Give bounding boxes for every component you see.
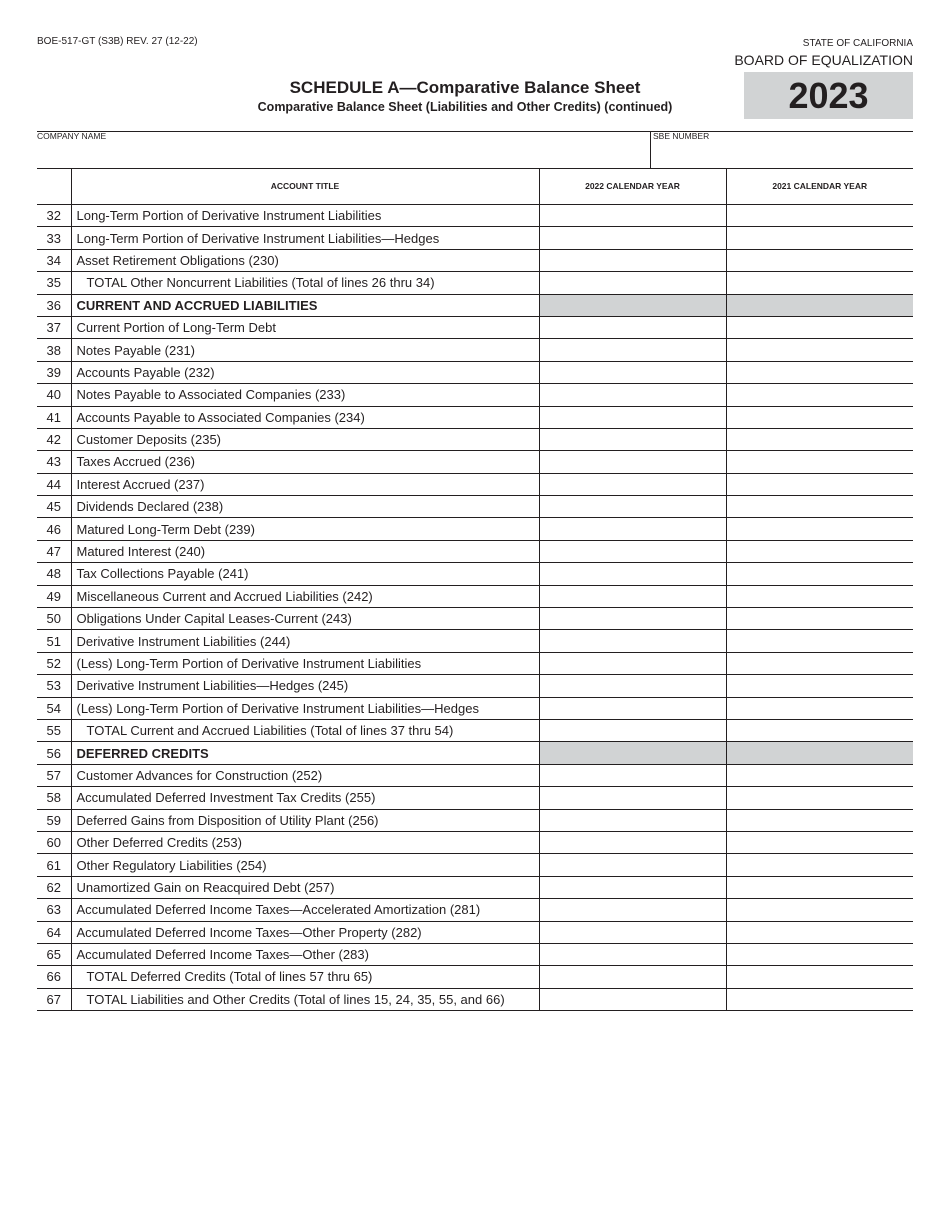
value-2022-cell[interactable] <box>539 809 726 831</box>
value-2022-cell[interactable] <box>539 205 726 227</box>
value-2022-cell[interactable] <box>539 787 726 809</box>
value-2021-cell[interactable] <box>726 608 913 630</box>
value-2022-cell[interactable] <box>539 943 726 965</box>
table-row <box>37 652 913 674</box>
account-title: Current Portion of Long-Term Debt <box>71 316 539 338</box>
value-2022-cell[interactable] <box>539 608 726 630</box>
account-title: TOTAL Deferred Credits (Total of lines 57 thru 65) <box>71 966 539 988</box>
line-number: 55 <box>37 719 71 741</box>
table-row <box>37 518 913 540</box>
value-2021-cell[interactable] <box>726 205 913 227</box>
table-row <box>37 384 913 406</box>
account-title: Derivative Instrument Liabilities (244) <box>71 630 539 652</box>
value-2021-cell <box>726 294 913 316</box>
line-number: 63 <box>37 899 71 921</box>
table-row <box>37 227 913 249</box>
line-number: 52 <box>37 652 71 674</box>
value-2021-cell[interactable] <box>726 428 913 450</box>
value-2022-cell[interactable] <box>539 966 726 988</box>
table-row <box>37 540 913 562</box>
line-number: 58 <box>37 787 71 809</box>
value-2022-cell[interactable] <box>539 428 726 450</box>
account-title: CURRENT AND ACCRUED LIABILITIES <box>71 294 539 316</box>
table-row <box>37 361 913 383</box>
line-number: 44 <box>37 473 71 495</box>
table-row <box>37 630 913 652</box>
line-number: 39 <box>37 361 71 383</box>
table-row <box>37 205 913 227</box>
line-number: 62 <box>37 876 71 898</box>
account-title: (Less) Long-Term Portion of Derivative Instrument Liabilities <box>71 652 539 674</box>
account-title: Other Regulatory Liabilities (254) <box>71 854 539 876</box>
value-2021-cell[interactable] <box>726 809 913 831</box>
value-2021-cell[interactable] <box>726 272 913 294</box>
line-number: 50 <box>37 608 71 630</box>
table-header-row <box>37 168 913 205</box>
value-2022-cell[interactable] <box>539 585 726 607</box>
line-number: 53 <box>37 675 71 697</box>
balance-sheet-table <box>37 168 913 1011</box>
account-title: Derivative Instrument Liabilities—Hedges (245) <box>71 675 539 697</box>
line-number: 64 <box>37 921 71 943</box>
value-2022-cell[interactable] <box>539 518 726 540</box>
divider <box>37 131 913 132</box>
account-title: Obligations Under Capital Leases-Current (243) <box>71 608 539 630</box>
line-number: 43 <box>37 451 71 473</box>
line-number: 41 <box>37 406 71 428</box>
value-2022-cell <box>539 294 726 316</box>
value-2022-cell[interactable] <box>539 473 726 495</box>
account-title: Taxes Accrued (236) <box>71 451 539 473</box>
table-row <box>37 473 913 495</box>
value-2022-cell[interactable] <box>539 652 726 674</box>
table-row <box>37 249 913 271</box>
line-number: 66 <box>37 966 71 988</box>
account-title: Accounts Payable to Associated Companies (234) <box>71 406 539 428</box>
table-row <box>37 428 913 450</box>
account-title: DEFERRED CREDITS <box>71 742 539 764</box>
line-number: 32 <box>37 205 71 227</box>
value-2021-cell[interactable] <box>726 406 913 428</box>
value-2022-cell <box>539 742 726 764</box>
value-2022-cell[interactable] <box>539 540 726 562</box>
table-row <box>37 406 913 428</box>
line-number: 51 <box>37 630 71 652</box>
line-number: 57 <box>37 764 71 786</box>
value-2022-cell[interactable] <box>539 563 726 585</box>
value-2022-cell[interactable] <box>539 921 726 943</box>
account-title: TOTAL Other Noncurrent Liabilities (Total of lines 26 thru 34) <box>71 272 539 294</box>
value-2022-cell[interactable] <box>539 675 726 697</box>
line-number: 40 <box>37 384 71 406</box>
table-row <box>37 719 913 741</box>
line-number: 54 <box>37 697 71 719</box>
value-2022-cell[interactable] <box>539 249 726 271</box>
table-row <box>37 563 913 585</box>
table-row <box>37 809 913 831</box>
value-2022-cell[interactable] <box>539 227 726 249</box>
account-title: Accumulated Deferred Income Taxes—Other Property (282) <box>71 921 539 943</box>
account-title: Matured Long-Term Debt (239) <box>71 518 539 540</box>
sbe-number-label: SBE NUMBER <box>653 131 710 141</box>
account-title: Matured Interest (240) <box>71 540 539 562</box>
account-title: Customer Deposits (235) <box>71 428 539 450</box>
field-separator <box>650 131 651 168</box>
account-title: Accumulated Deferred Income Taxes—Other (283) <box>71 943 539 965</box>
value-2021-cell[interactable] <box>726 697 913 719</box>
value-2021-cell[interactable] <box>726 451 913 473</box>
line-number: 46 <box>37 518 71 540</box>
line-number: 49 <box>37 585 71 607</box>
account-title: Accounts Payable (232) <box>71 361 539 383</box>
account-title: Long-Term Portion of Derivative Instrument Liabilities—Hedges <box>71 227 539 249</box>
table-row <box>37 496 913 518</box>
value-2021-cell[interactable] <box>726 339 913 361</box>
line-number: 35 <box>37 272 71 294</box>
value-2021-cell[interactable] <box>726 764 913 786</box>
value-2022-cell[interactable] <box>539 339 726 361</box>
account-title: Notes Payable to Associated Companies (233) <box>71 384 539 406</box>
value-2021-cell[interactable] <box>726 675 913 697</box>
value-2022-cell[interactable] <box>539 876 726 898</box>
header-line-number <box>37 168 71 205</box>
account-title: Asset Retirement Obligations (230) <box>71 249 539 271</box>
line-number: 36 <box>37 294 71 316</box>
sbe-number-field[interactable] <box>653 131 709 141</box>
line-number: 60 <box>37 831 71 853</box>
line-number: 59 <box>37 809 71 831</box>
value-2021-cell[interactable] <box>726 899 913 921</box>
table-row <box>37 675 913 697</box>
value-2022-cell[interactable] <box>539 697 726 719</box>
tax-year-box: 2023 <box>744 72 913 119</box>
account-title: Unamortized Gain on Reacquired Debt (257) <box>71 876 539 898</box>
account-title: TOTAL Liabilities and Other Credits (Total of lines 15, 24, 35, 55, and 66) <box>71 988 539 1010</box>
account-title: Other Deferred Credits (253) <box>71 831 539 853</box>
value-2021-cell[interactable] <box>726 518 913 540</box>
value-2021-cell[interactable] <box>726 496 913 518</box>
account-title: Accumulated Deferred Income Taxes—Accelerated Amortization (281) <box>71 899 539 921</box>
value-2022-cell[interactable] <box>539 764 726 786</box>
value-2021-cell <box>726 742 913 764</box>
value-2021-cell[interactable] <box>726 966 913 988</box>
value-2021-cell[interactable] <box>726 787 913 809</box>
value-2022-cell[interactable] <box>539 854 726 876</box>
company-name-field[interactable] <box>37 131 106 141</box>
value-2022-cell[interactable] <box>539 719 726 741</box>
account-title: Accumulated Deferred Investment Tax Credits (255) <box>71 787 539 809</box>
value-2022-cell[interactable] <box>539 899 726 921</box>
value-2021-cell[interactable] <box>726 831 913 853</box>
account-title: Dividends Declared (238) <box>71 496 539 518</box>
table-row <box>37 899 913 921</box>
value-2022-cell[interactable] <box>539 406 726 428</box>
table-row <box>37 316 913 338</box>
value-2021-cell[interactable] <box>726 988 913 1010</box>
table-row <box>37 943 913 965</box>
table-row <box>37 921 913 943</box>
table-row <box>37 585 913 607</box>
table-row <box>37 966 913 988</box>
value-2022-cell[interactable] <box>539 988 726 1010</box>
value-2021-cell[interactable] <box>726 943 913 965</box>
line-number: 56 <box>37 742 71 764</box>
value-2021-cell[interactable] <box>726 473 913 495</box>
value-2021-cell[interactable] <box>726 652 913 674</box>
value-2022-cell[interactable] <box>539 361 726 383</box>
line-number: 47 <box>37 540 71 562</box>
value-2021-cell[interactable] <box>726 540 913 562</box>
state-label: STATE OF CALIFORNIA <box>802 38 913 49</box>
line-number: 34 <box>37 249 71 271</box>
table-row <box>37 854 913 876</box>
line-number: 37 <box>37 316 71 338</box>
form-id: BOE-517-GT (S3B) REV. 27 (12-22) <box>37 36 198 47</box>
line-number: 42 <box>37 428 71 450</box>
table-row <box>37 697 913 719</box>
account-title: TOTAL Current and Accrued Liabilities (Total of lines 37 thru 54) <box>71 719 539 741</box>
table-body <box>37 205 913 1011</box>
account-title: Long-Term Portion of Derivative Instrument Liabilities <box>71 205 539 227</box>
value-2022-cell[interactable] <box>539 630 726 652</box>
table-row <box>37 608 913 630</box>
value-2022-cell[interactable] <box>539 384 726 406</box>
account-title: Interest Accrued (237) <box>71 473 539 495</box>
account-title: (Less) Long-Term Portion of Derivative Instrument Liabilities—Hedges <box>71 697 539 719</box>
board-label: BOARD OF EQUALIZATION <box>734 52 913 68</box>
table-row <box>37 272 913 294</box>
value-2021-cell[interactable] <box>726 227 913 249</box>
value-2022-cell[interactable] <box>539 451 726 473</box>
value-2021-cell[interactable] <box>726 876 913 898</box>
value-2022-cell[interactable] <box>539 831 726 853</box>
value-2021-cell[interactable] <box>726 384 913 406</box>
value-2021-cell[interactable] <box>726 630 913 652</box>
value-2021-cell[interactable] <box>726 921 913 943</box>
account-title: Deferred Gains from Disposition of Utility Plant (256) <box>71 809 539 831</box>
line-number: 45 <box>37 496 71 518</box>
table-row <box>37 764 913 786</box>
table-row <box>37 742 913 764</box>
line-number: 48 <box>37 563 71 585</box>
schedule-subtitle: Comparative Balance Sheet (Liabilities and Other Credits) (continued) <box>257 100 673 114</box>
line-number: 67 <box>37 988 71 1010</box>
header-2021-calendar-year: 2021 CALENDAR YEAR <box>726 168 913 205</box>
line-number: 33 <box>37 227 71 249</box>
value-2021-cell[interactable] <box>726 316 913 338</box>
value-2021-cell[interactable] <box>726 361 913 383</box>
account-title: Notes Payable (231) <box>71 339 539 361</box>
value-2022-cell[interactable] <box>539 316 726 338</box>
header-account-title: ACCOUNT TITLE <box>71 168 539 205</box>
account-title: Tax Collections Payable (241) <box>71 563 539 585</box>
account-title: Miscellaneous Current and Accrued Liabilities (242) <box>71 585 539 607</box>
value-2022-cell[interactable] <box>539 496 726 518</box>
value-2021-cell[interactable] <box>726 563 913 585</box>
company-name-label: COMPANY NAME <box>37 131 107 141</box>
value-2021-cell[interactable] <box>726 719 913 741</box>
value-2021-cell[interactable] <box>726 854 913 876</box>
header-2022-calendar-year: 2022 CALENDAR YEAR <box>539 168 726 205</box>
table-row <box>37 294 913 316</box>
line-number: 61 <box>37 854 71 876</box>
table-row <box>37 787 913 809</box>
value-2021-cell[interactable] <box>726 585 913 607</box>
value-2021-cell[interactable] <box>726 249 913 271</box>
line-number: 65 <box>37 943 71 965</box>
table-row <box>37 339 913 361</box>
schedule-title: SCHEDULE A—Comparative Balance Sheet <box>289 78 641 97</box>
account-title: Customer Advances for Construction (252) <box>71 764 539 786</box>
table-row <box>37 451 913 473</box>
value-2022-cell[interactable] <box>539 272 726 294</box>
line-number: 38 <box>37 339 71 361</box>
table-row <box>37 876 913 898</box>
table-row <box>37 988 913 1010</box>
table-row <box>37 831 913 853</box>
